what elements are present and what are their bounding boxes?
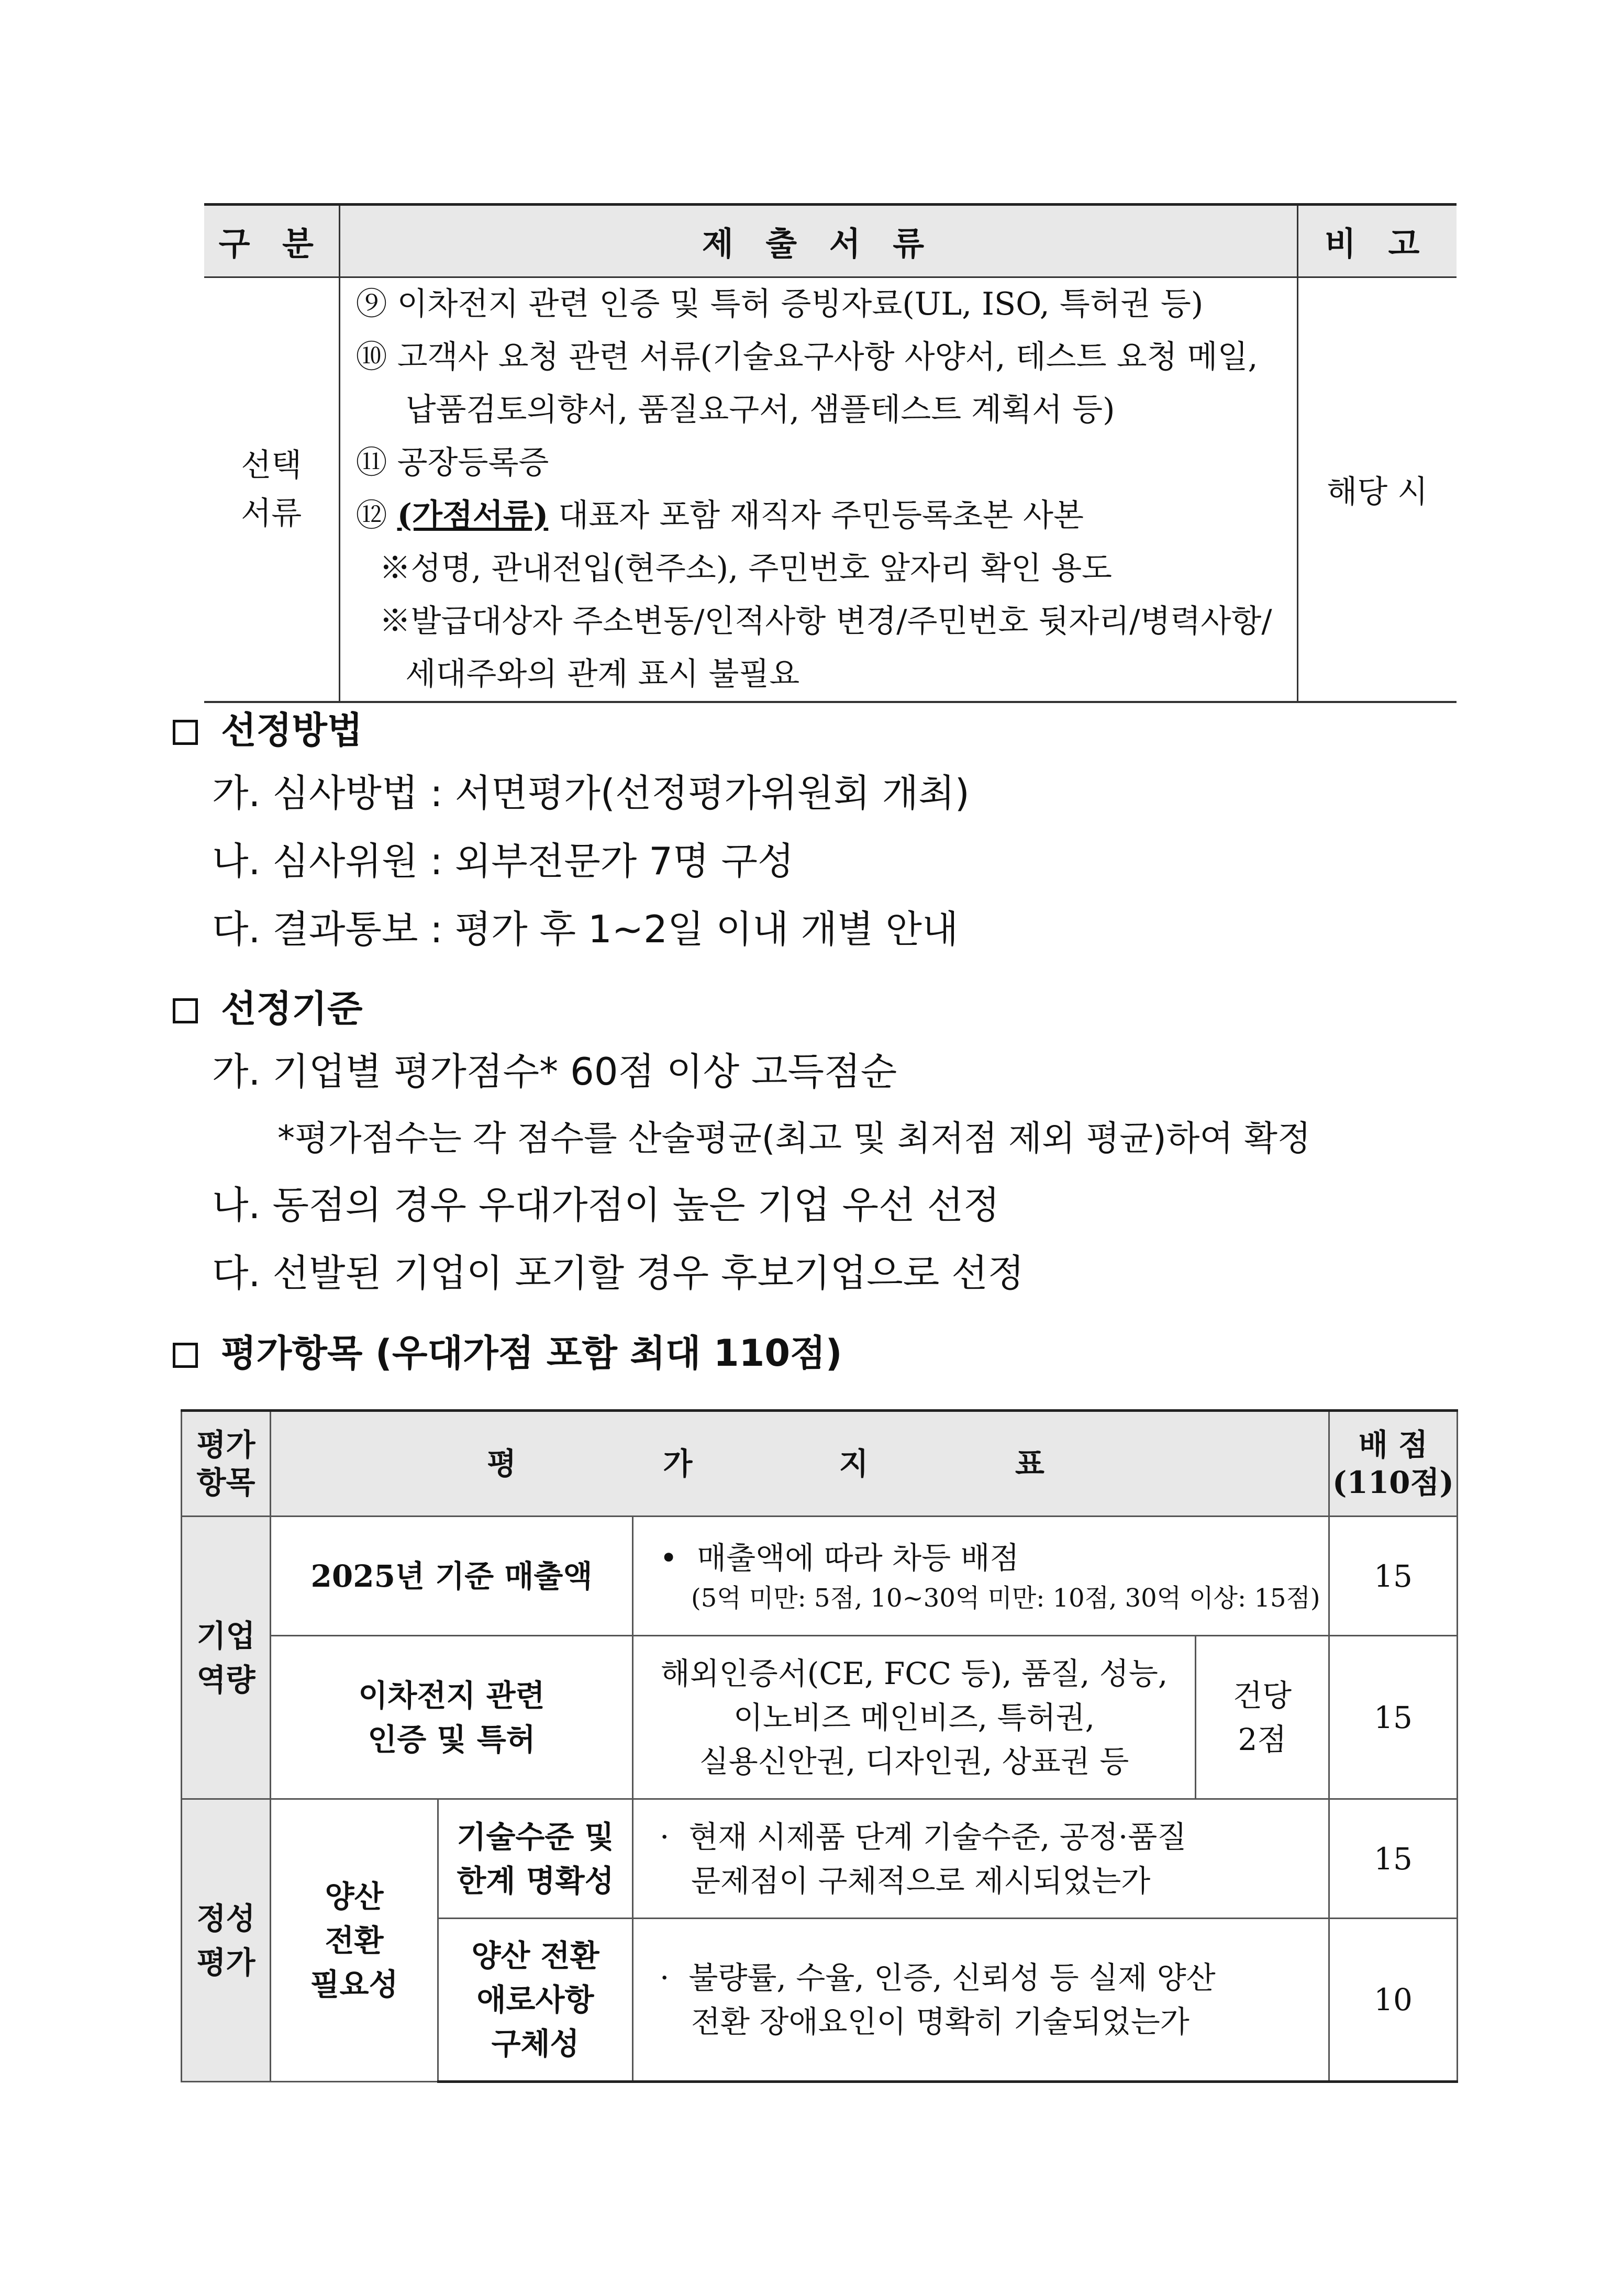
table-row <box>182 1517 1458 1636</box>
group-line: 역량 <box>196 1662 255 1698</box>
desc-text: 매출액에 따라 차등 배점 <box>697 1540 1019 1576</box>
eval-table-header <box>182 1411 1458 1517</box>
label-line: 기술수준 및 <box>457 1819 614 1855</box>
label-line: 이차전지 관련 <box>358 1677 545 1713</box>
col-score-header <box>1329 1411 1458 1517</box>
desc-line: 해외인증서(CE, FCC 등), 품질, 성능, <box>660 1655 1168 1691</box>
score-cell: 15 <box>1329 1517 1458 1636</box>
desc-detail: (5억 미만: 5점, 10~30억 미만: 10점, 30억 이상: 15점) <box>691 1583 1320 1613</box>
table-row <box>182 1799 1458 1919</box>
desc-text: 전환 장애요인이 명확히 기술되었는가 <box>691 2004 1190 2039</box>
category-line: 선택 <box>241 447 302 484</box>
col-item-header <box>182 1411 271 1517</box>
optional-documents-list <box>339 277 1297 703</box>
method-item: 나. 심사위원 : 외부전문가 7명 구성 <box>212 839 794 883</box>
unit-score-cell <box>1196 1636 1329 1799</box>
section-heading-text: 선정방법 <box>221 709 363 752</box>
doc-note: ※발급대상자 주소변동/인적사항 변경/주민번호 뒷자리/병력사항/ <box>379 603 1272 640</box>
score-cell: 15 <box>1329 1636 1458 1799</box>
indicator-label <box>438 1919 633 2082</box>
evaluation-table <box>181 1409 1458 2083</box>
subgroup-line: 전환 <box>325 1922 384 1958</box>
subgroup-line: 필요성 <box>310 1966 398 2002</box>
group-line: 평가 <box>196 1944 255 1980</box>
method-item: 다. 결과통보 : 평가 후 1~2일 이내 개별 안내 <box>212 907 959 951</box>
doc-line: ⑪ 공장등록증 <box>355 444 549 481</box>
group-label <box>182 1517 271 1799</box>
criteria-item: 나. 동점의 경우 우대가점이 높은 기업 우선 선정 <box>212 1183 1000 1227</box>
optional-documents-category <box>204 277 339 703</box>
bullet-text: · 불량률, 수율, 인증, 신뢰성 등 실제 양산 <box>660 1960 1216 1996</box>
desc-line: 이노비즈 메인비즈, 특허권, <box>733 1699 1095 1735</box>
doc-line: ⑨ 이차전지 관련 인증 및 특허 증빙자료(UL, ISO, 특허권 등) <box>355 286 1204 322</box>
section-heading <box>173 1324 842 1382</box>
score-cell: 10 <box>1329 1919 1458 2082</box>
header-line: 평가 <box>196 1427 255 1463</box>
selection-method-section <box>173 701 970 963</box>
bullet-text: · 현재 시제품 단계 기술수준, 공정·품질 <box>660 1819 1187 1855</box>
desc-text: 문제점이 구체적으로 제시되었는가 <box>691 1863 1151 1899</box>
section-heading <box>173 980 1311 1038</box>
section-heading <box>173 701 970 759</box>
method-item: 가. 심사방법 : 서면평가(선정평가위원회 개최) <box>212 771 970 815</box>
label-line: 한계 명확성 <box>457 1863 614 1899</box>
section-heading-text: 평가항목 (우대가점 포함 최대 110점) <box>221 1332 842 1375</box>
category-line: 서류 <box>241 495 302 532</box>
section-heading-text: 선정기준 <box>221 987 363 1030</box>
unit-line: 건당 <box>1232 1677 1292 1713</box>
checkbox-square-icon <box>173 1343 198 1368</box>
doc-text: 대표자 포함 재직자 주민등록초본 사본 <box>548 497 1084 534</box>
label-line: 양산 전환 <box>471 1938 599 1974</box>
checkbox-square-icon <box>173 720 198 745</box>
header-line: 항목 <box>196 1465 255 1500</box>
criteria-item: 가. 기업별 평가점수* 60점 이상 고득점순 <box>212 1050 897 1094</box>
subgroup-line: 양산 <box>325 1878 384 1914</box>
indicator-label <box>438 1799 633 1919</box>
col-note-header: 비 고 <box>1297 205 1457 277</box>
score-cell: 15 <box>1329 1799 1458 1919</box>
optional-documents-note: 해당 시 <box>1297 277 1457 703</box>
optional-documents-row <box>204 277 1457 703</box>
group-line: 기업 <box>196 1618 255 1654</box>
indicator-label <box>271 1636 633 1799</box>
header-line: 배 점 <box>1358 1427 1428 1463</box>
header-line: (110점) <box>1332 1465 1454 1500</box>
table-row <box>182 1636 1458 1799</box>
docs-table-header <box>204 205 1457 277</box>
desc-line: 실용신안권, 디자인권, 상표권 등 <box>699 1743 1129 1779</box>
label-line: 인증 및 특허 <box>368 1721 536 1757</box>
subgroup-label <box>271 1799 438 2082</box>
doc-note: 세대주와의 관계 표시 불필요 <box>405 656 800 693</box>
desc-text: 현재 시제품 단계 기술수준, 공정·품질 <box>688 1819 1187 1855</box>
label-line: 구체성 <box>491 2026 580 2061</box>
col-category-header: 구 분 <box>204 205 339 277</box>
indicator-description <box>633 1799 1329 1919</box>
bullet-text: • 매출액에 따라 차등 배점 <box>660 1540 1019 1576</box>
selection-criteria-section <box>173 980 1311 1307</box>
col-documents-header: 제 출 서 류 <box>339 205 1297 277</box>
criteria-footnote: *평가점수는 각 점수를 산술평균(최고 및 최저점 제외 평균)하여 확정 <box>277 1118 1311 1158</box>
bonus-documents-tag: (가점서류) <box>397 497 549 534</box>
evaluation-items-section <box>173 1324 842 1382</box>
indicator-description <box>633 1517 1329 1636</box>
group-label <box>182 1799 271 2082</box>
doc-line <box>356 489 1281 542</box>
doc-line: ⑩ 고객사 요청 관련 서류(기술요구사항 사양서, 테스트 요청 메일, <box>355 339 1258 375</box>
col-indicator-header <box>271 1411 1329 1517</box>
indicator-description <box>633 1636 1196 1799</box>
indicator-label: 2025년 기준 매출액 <box>271 1517 633 1636</box>
submission-documents-table <box>204 203 1457 703</box>
criteria-item: 다. 선발된 기업이 포기할 경우 후보기업으로 선정 <box>212 1251 1025 1295</box>
group-line: 정성 <box>196 1900 255 1936</box>
doc-number: ⑫ <box>355 497 397 534</box>
doc-note: ※성명, 관내전입(현주소), 주민번호 앞자리 확인 용도 <box>379 550 1113 587</box>
label-line: 애로사항 <box>476 1982 594 2018</box>
checkbox-square-icon <box>173 998 198 1023</box>
doc-line: 납품검토의향서, 품질요구서, 샘플테스트 계획서 등) <box>405 392 1115 428</box>
unit-line: 2점 <box>1238 1721 1287 1757</box>
header-text: 평 가 지 표 <box>487 1446 1113 1481</box>
indicator-description <box>633 1919 1329 2082</box>
desc-text: 불량률, 수율, 인증, 신뢰성 등 실제 양산 <box>688 1960 1216 1996</box>
